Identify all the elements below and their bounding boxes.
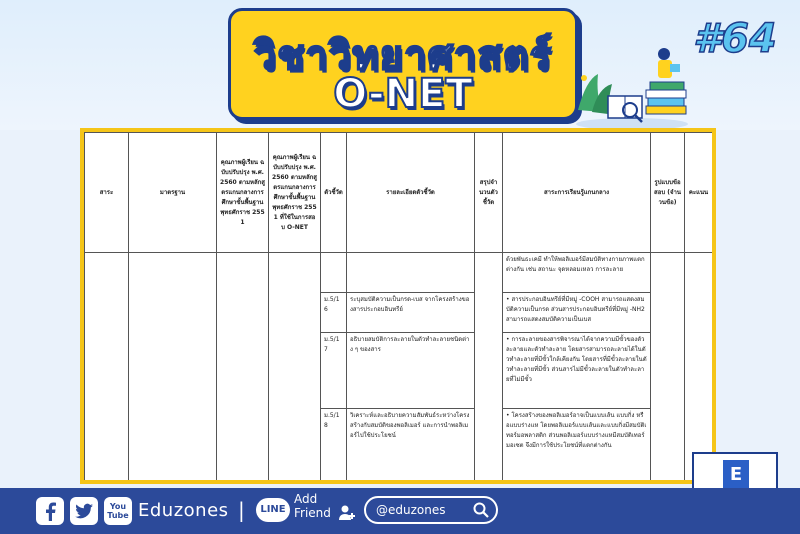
logo-mark: E: [723, 460, 749, 490]
col-header-core-content: สาระการเรียนรู้แกนกลาง: [503, 133, 651, 253]
col-header-indicator-count: สรุปจำนวนตัวชี้วัด: [475, 133, 503, 253]
score-cell: [685, 253, 713, 485]
title-card: [228, 8, 578, 120]
twitter-icon[interactable]: [70, 497, 98, 525]
core-content: [503, 333, 651, 409]
curriculum-table-sheet: [80, 128, 716, 484]
core-content: [503, 409, 651, 485]
core-content: [503, 253, 651, 293]
col-header-indicator: ตัวชี้วัด: [321, 133, 347, 253]
brand-name: Eduzones: [138, 500, 229, 521]
episode-number: #64: [693, 16, 777, 62]
core-content-text: • สารประกอบอินทรีย์ที่มีหมู่ -COOH สามารถแสดงสมบัติความเป็นกรด ส่วนสารประกอบอินทรีย์ที่มีหมู่ -NH2 สามารถแสดงสมบัติความเป็นเบส: [506, 295, 647, 325]
indicator-detail: [347, 253, 475, 293]
standard-cell: [129, 253, 217, 485]
add-user-icon: [338, 504, 356, 522]
col-header-quality-onet: คุณภาพผู้เรียน ฉบับปรับปรุง พ.ศ. 2560 ตามหลักสูตรแกนกลางการศึกษาขั้นพื้นฐาน พุทธศักราช 2551 ที่ใช้ในการสอบ O-NET: [269, 133, 321, 253]
facebook-icon[interactable]: [36, 497, 64, 525]
exam-format-cell: [651, 253, 685, 485]
col-header-quality-2560: คุณภาพผู้เรียน ฉบับปรับปรุง พ.ศ. 2560 ตามหลักสูตรแกนกลางการศึกษาขั้นพื้นฐาน พุทธศักราช 2551: [217, 133, 269, 253]
indicator-detail: ระบุสมบัติความเป็นกรด-เบส จากโครงสร้างของสารประกอบอินทรีย์: [347, 293, 475, 333]
curriculum-table: [84, 132, 713, 484]
add-friend-link[interactable]: [294, 492, 340, 520]
col-header-standard: มาตรฐาน: [129, 133, 217, 253]
indicator-count-cell: [475, 253, 503, 485]
quality-onet-cell: [269, 253, 321, 485]
indicator-code: ม.5/18: [321, 409, 347, 485]
core-content-text: ด้วยพันธะเคมี ทำให้พอลิเมอร์มีสมบัติทางกายภาพแตกต่างกัน เช่น สถานะ จุดหลอมเหลว การละลาย: [506, 256, 645, 273]
youtube-icon[interactable]: You Tube: [104, 497, 132, 525]
reading-illustration: [572, 40, 692, 132]
col-header-strand: สาระ: [85, 133, 129, 253]
search-icon: [472, 501, 490, 519]
handle-text: @eduzones: [376, 503, 446, 517]
col-header-indicator-detail: รายละเอียดตัวชี้วัด: [347, 133, 475, 253]
table-row: [85, 253, 713, 293]
indicator-detail: วิเคราะห์และอธิบายความสัมพันธ์ระหว่างโครงสร้างกับสมบัติของพอลิเมอร์ และการนำพอลิเมอร์ไปใช้ประโยชน์: [347, 409, 475, 485]
core-content-text: • โครงสร้างของพอลิเมอร์อาจเป็นแบบเส้น แบบกิ่ง หรือแบบร่างแห โดยพอลิเมอร์แบบเส้นและแบบกิ่งมีสมบัติเทอร์มอพลาสติก ส่วนพอลิเมอร์แบบร่างแหมีสมบัติเทอร์มอเซต จึงมีการใช้ประโยชน์ที่แตกต่างกัน: [506, 411, 647, 451]
page-subtitle: O-NET: [333, 71, 473, 117]
quality-2560-cell: [217, 253, 269, 485]
core-content-text: • การละลายของสารพิจารณาได้จากความมีขั้วของตัวละลายและตัวทำละลาย โดยสารสามารถละลายได้ในตัวทำละลายที่มีขั้วใกล้เคียงกัน โดยสารที่มีขั้วละลายในตัวทำละลายที่มีขั้ว ส่วนสารไม่มีขั้วละลายในตัวทำละลายที่ไม่มีขั้ว: [506, 335, 647, 385]
table-header-row: [85, 133, 713, 253]
indicator-code: ม.5/16: [321, 293, 347, 333]
col-header-score: คะแนน: [685, 133, 713, 253]
core-content: [503, 293, 651, 333]
line-icon[interactable]: LINE: [256, 498, 290, 522]
indicator-code: ม.5/17: [321, 333, 347, 409]
footer-bar: [0, 488, 800, 534]
footer-separator: |: [238, 498, 245, 522]
indicator-detail: อธิบายสมบัติการละลายในตัวทำละลายชนิดต่าง ๆ ของสาร: [347, 333, 475, 409]
add-friend-label: Add Friend: [294, 492, 331, 520]
indicator-code: [321, 253, 347, 293]
strand-cell: [85, 253, 129, 485]
page-title: วิชาวิทยาศาสตร์: [253, 33, 553, 79]
handle-search-pill[interactable]: [364, 496, 498, 524]
col-header-exam-format: รูปแบบข้อสอบ (จำนวนข้อ): [651, 133, 685, 253]
